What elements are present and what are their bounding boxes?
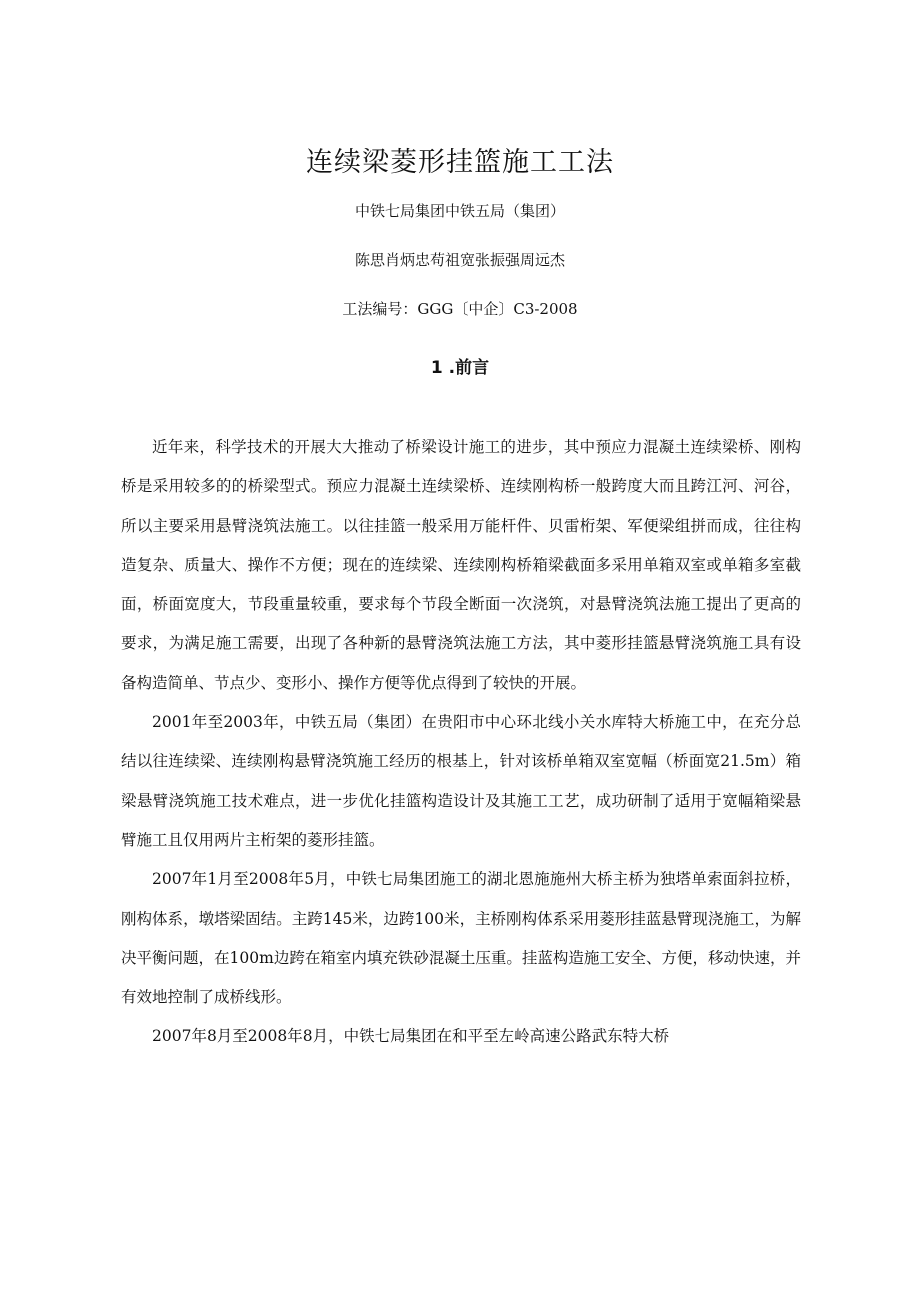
paragraph-4: 2007年8月至2008年8月，中铁七局集团在和平至左岭高速公路武东特大桥 [152, 1027, 670, 1046]
document-title: 连续梁菱形挂篮施工工法 [306, 147, 614, 178]
authors-line: 陈思肖炳忠苟祖宽张振强周远杰 [354, 251, 565, 269]
method-code-line: 工法编号：GGG〔中企〕C3-2008 [342, 300, 578, 318]
paragraph-3: 2007年1月至2008年5月，中铁七局集团施工的湖北恩施施州大桥主桥为独塔单索面斜拉桥，刚构体系，墩塔梁固结。主跨145米，边跨100米，主桥刚构体系采用菱形挂蓝悬臂现浇施工，为解决平衡问题，在100m边跨在箱室内填充铁砂混凝土压重。挂蓝构造施工安全、方便，移动快速，并有效地控制了成桥线形。 [121, 870, 801, 1007]
paragraph-2: 2001年至2003年，中铁五局（集团）在贵阳市中心环北线小关水库特大桥施工中，在充分总结以往连续梁、连续刚构悬臂浇筑施工经历的根基上，针对该桥单箱双室宽幅（桥面宽21.5m）箱梁悬臂浇筑施工技术难点，进一步优化挂篮构造设计及其施工工艺，成功研制了适用于宽幅箱梁悬臂施工且仅用两片主桁架的菱形挂篮。 [121, 713, 801, 849]
body-text [121, 428, 801, 1057]
paragraph-1: 近年来，科学技术的开展大大推动了桥梁设计施工的进步，其中预应力混凝土连续梁桥、刚构桥是采用较多的的桥梁型式。预应力混凝土连续梁桥、连续刚构桥一般跨度大而且跨江河、河谷，所以主要采用悬臂浇筑法施工。以往挂篮一般采用万能杆件、贝雷桁架、军便梁组拼而成，往往构造复杂、质量大、操作不方便；现在的连续梁、连续刚构桥箱梁截面多采用单箱双室或单箱多室截面，桥面宽度大，节段重量较重，要求每个节段全断面一次浇筑，对悬臂浇筑法施工提出了更高的要求，为满足施工需要，出现了各种新的悬臂浇筑法施工方法，其中菱形挂篮悬臂浇筑施工具有设备构造简单、节点少、变形小、操作方便等优点得到了较快的开展。 [121, 438, 801, 692]
organization-line: 中铁七局集团中铁五局（集团） [354, 202, 565, 220]
section-heading-preface: 1 .前言 [430, 358, 490, 378]
